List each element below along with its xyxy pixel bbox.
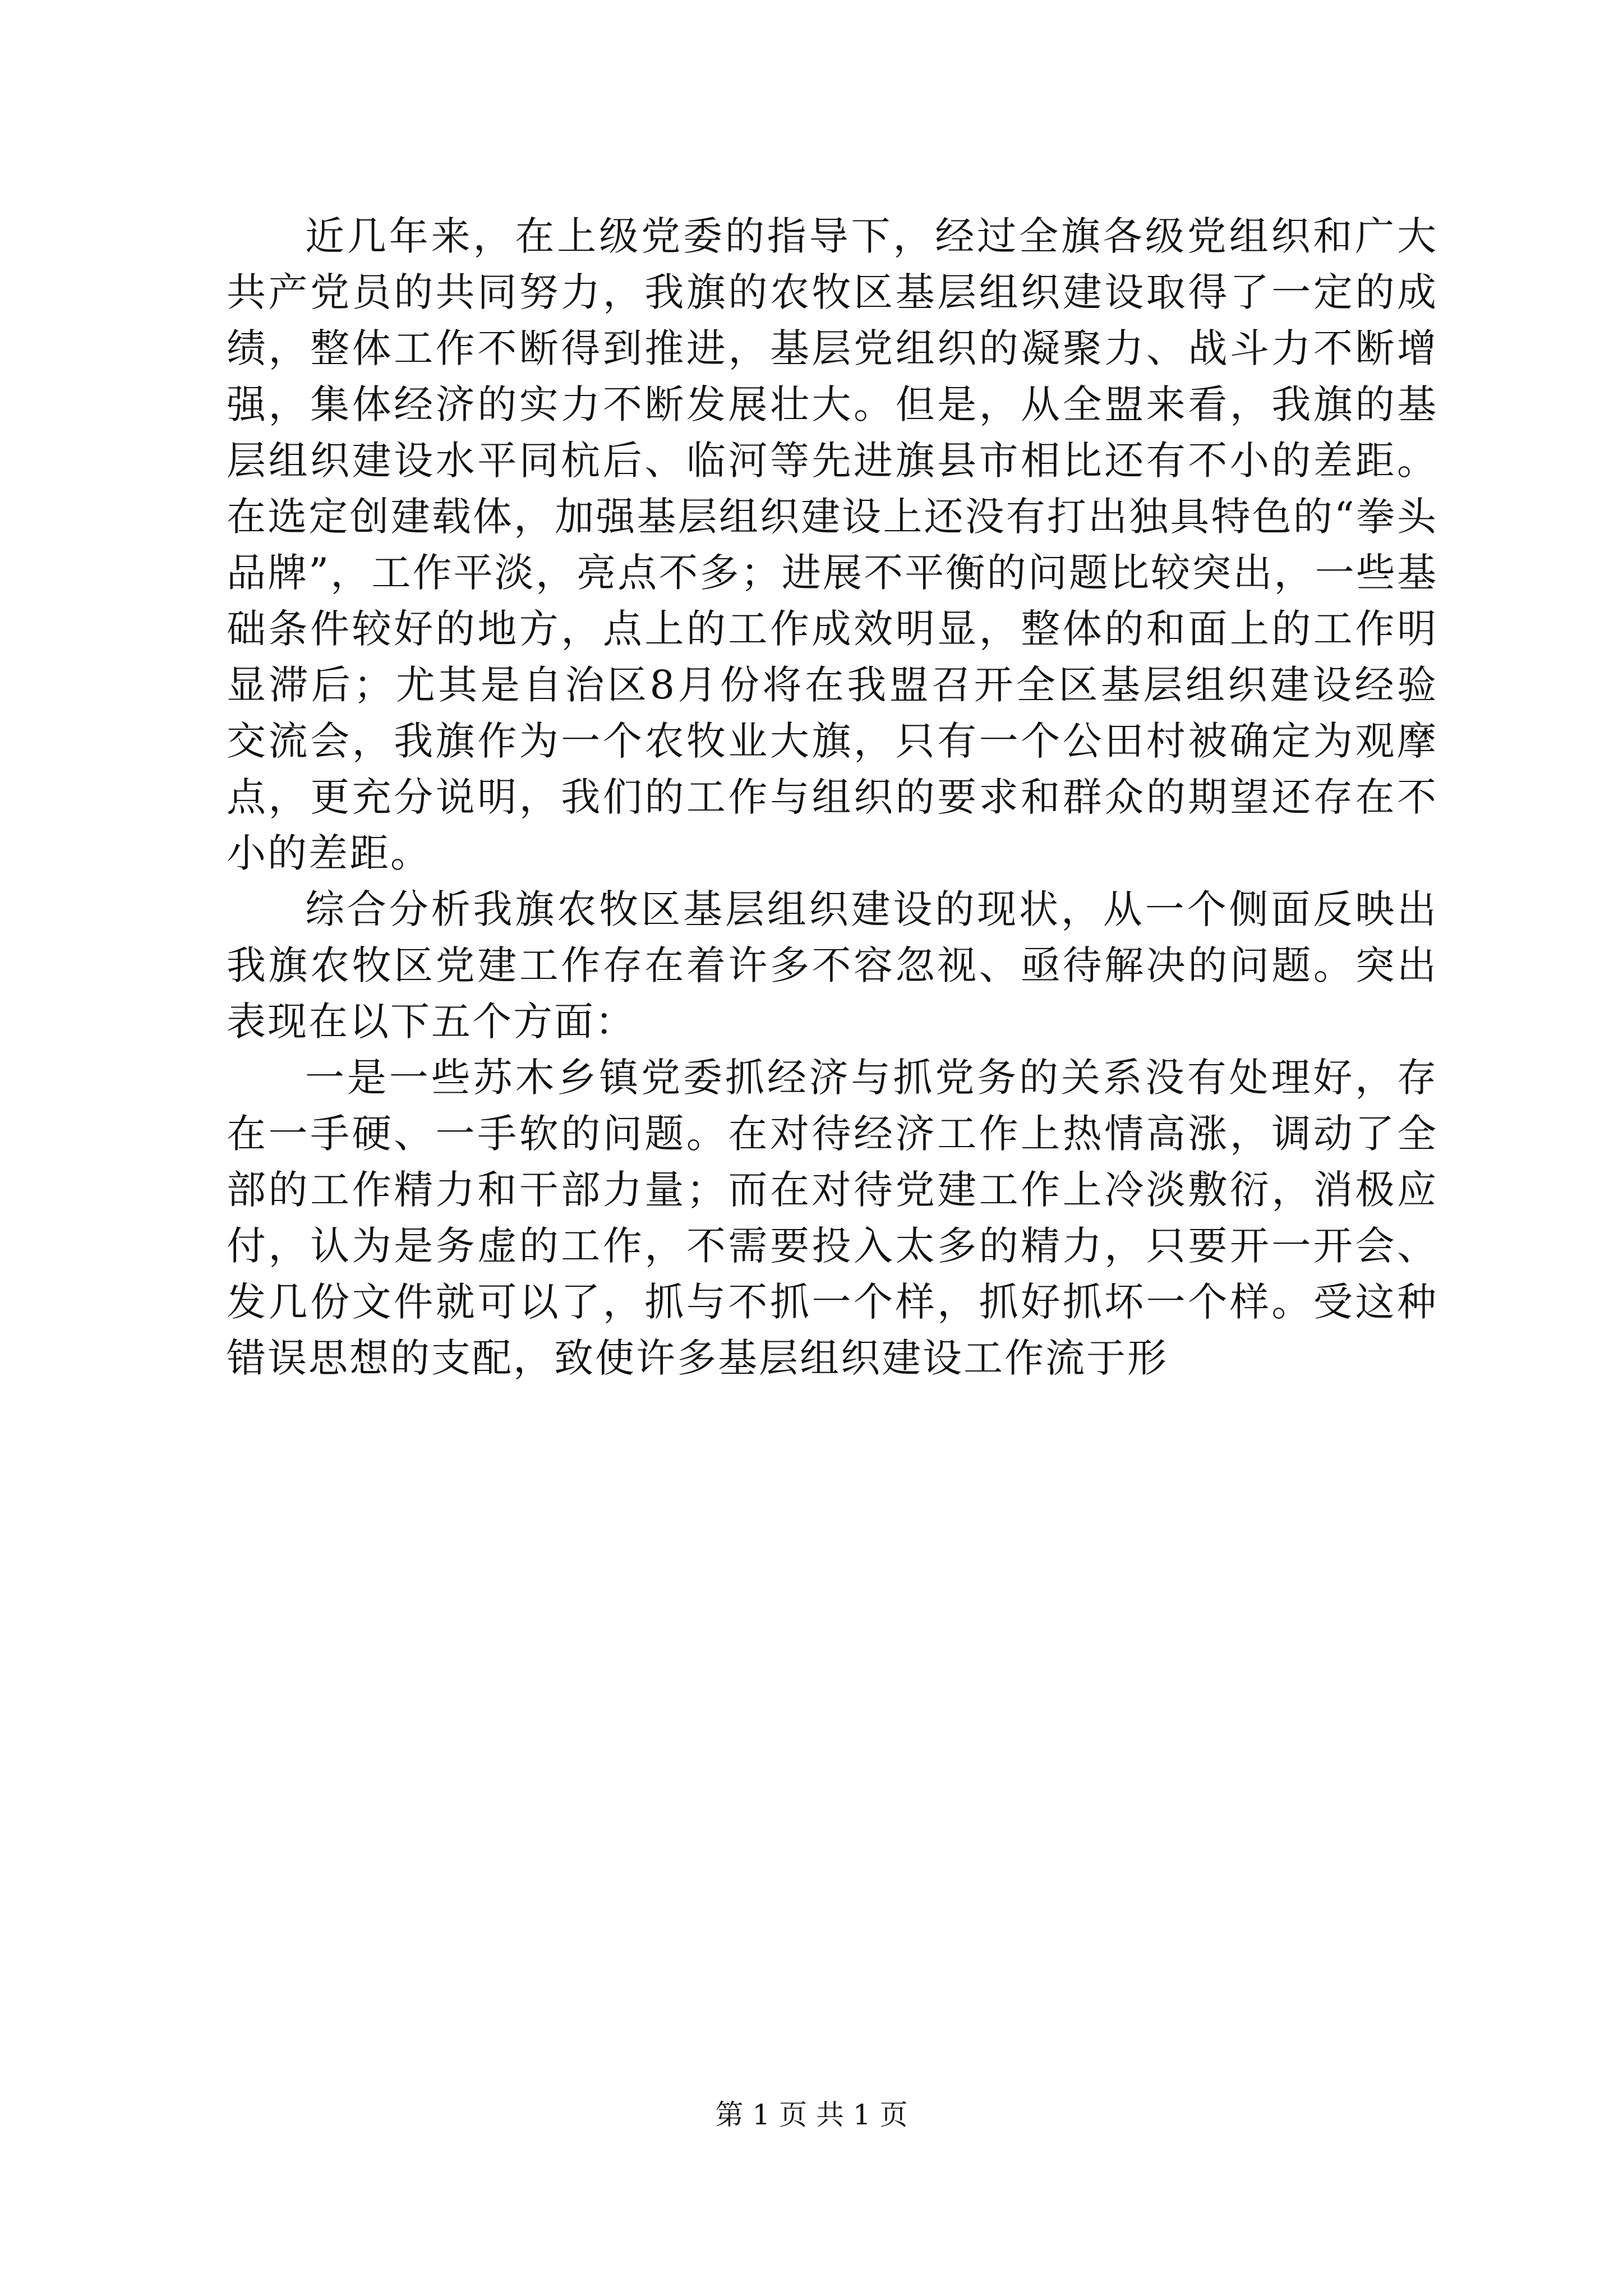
paragraph-3: 一是一些苏木乡镇党委抓经济与抓党务的关系没有处理好，存在一手硬、一手软的问题。在对待经济工作上热情高涨，调动了全部的工作精力和干部力量；而在对待党建工作上冷淡敷衍，消极应付，认为是务虚的工作，不需要投入太多的精力，只要开一开会、发几份文件就可以了，抓与不抓一个样，抓好抓坏一个样。受这种错误思想的支配，致使许多基层组织建设工作流于形 (227, 1055, 1438, 1381)
paragraph-1: 近几年来，在上级党委的指导下，经过全旗各级党组织和广大共产党员的共同努力，我旗的农牧区基层组织建设取得了一定的成绩，整体工作不断得到推进，基层党组织的凝聚力、战斗力不断增强，集体经济的实力不断发展壮大。但是，从全盟来看，我旗的基层组织建设水平同杭后、临河等先进旗县市相比还有不小的差距。在选定创建载体，加强基层组织建设上还没有打出独具特色的“拳头品牌”，工作平淡，亮点不多；进展不平衡的问题比较突出，一些基础条件较好的地方，点上的工作成效明显，整体的和面上的工作明显滞后；尤其是自治区8月份将在我盟召开全区基层组织建设经验交流会，我旗作为一个农牧业大旗，只有一个公田村被确定为观摩点，更充分说明，我们的工作与组织的要求和群众的期望还存在不小的差距。 (227, 213, 1438, 876)
paragraph-2: 综合分析我旗农牧区基层组织建设的现状，从一个侧面反映出我旗农牧区党建工作存在着许多不容忽视、亟待解决的问题。突出表现在以下五个方面： (227, 886, 1438, 1045)
page-footer: 第 1 页 共 1 页 (715, 2099, 908, 2131)
document-body (227, 208, 1438, 1386)
